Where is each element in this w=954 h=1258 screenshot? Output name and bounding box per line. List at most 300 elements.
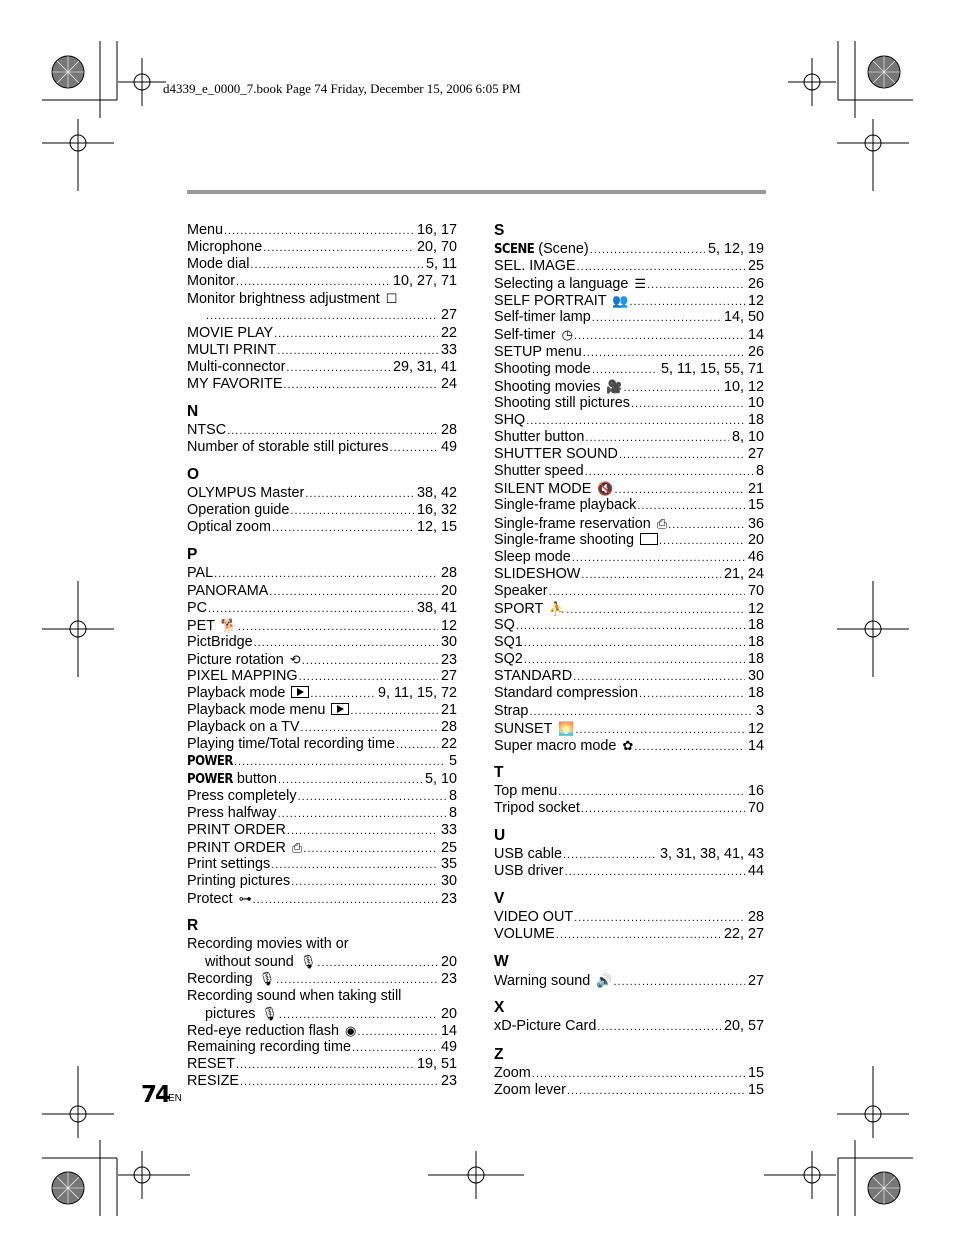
index-letter-heading: U [494, 827, 506, 844]
index-term: Number of storable still pictures [187, 439, 389, 456]
page-references: 16, 17 [416, 222, 457, 238]
page-references: 8 [755, 463, 764, 480]
index-term: Playback mode [187, 685, 286, 702]
index-entry-self-portrait [494, 292, 764, 309]
dot-leader [274, 326, 438, 343]
dot-leader [529, 704, 753, 721]
pet-icon: 🐕 [220, 617, 237, 633]
index-term: PictBridge [187, 633, 253, 650]
dot-leader [299, 669, 438, 686]
index-entry-playback-on-a-tv [187, 719, 457, 736]
index-term: RESIZE [187, 1073, 239, 1090]
self-portrait-icon: 👥 [612, 293, 629, 309]
page-references: 28 [440, 719, 457, 736]
index-letter-heading: X [494, 999, 505, 1017]
index-entry-selecting-a-language [494, 275, 764, 292]
index-entry-optical-zoom [187, 519, 457, 536]
index-term: RESET [187, 1055, 235, 1072]
index-term: button [236, 770, 277, 787]
index-left-column [187, 222, 457, 1090]
page-references: 10, 12 [723, 378, 764, 395]
dot-leader [253, 892, 438, 909]
dot-leader [234, 754, 446, 771]
index-entry-shooting-mode [494, 361, 764, 378]
page-references: 35 [440, 856, 457, 872]
page-references: 70 [747, 582, 764, 599]
page-references: 5 [448, 753, 457, 770]
index-term: Super macro mode [494, 737, 617, 754]
index-term: SQ1 [494, 634, 523, 651]
index-entry-slideshow [494, 566, 764, 583]
index-entry-my-favorite [187, 376, 457, 393]
index-term: POWER [187, 754, 233, 770]
page-references: 5, 12, 19 [707, 241, 764, 257]
index-term: Single-frame reservation [494, 515, 651, 532]
index-term: SHQ [494, 411, 526, 428]
movie-icon: 🎥 [606, 378, 623, 394]
book-header-text: d4339_e_0000_7.book Page 74 Friday, December 15, 2006 6:05 PM [163, 81, 521, 96]
dot-leader [524, 652, 745, 669]
page-references: 33 [440, 341, 457, 358]
dot-leader [301, 720, 438, 737]
index-entry-warning-sound [494, 972, 764, 989]
language-icon: ☰ [634, 276, 647, 292]
index-term: PRINT ORDER [187, 839, 286, 856]
index-term: OLYMPUS Master [187, 485, 305, 502]
index-term: SUNSET [494, 720, 553, 737]
page-references: 18 [747, 634, 764, 651]
index-term: Printing pictures [187, 873, 291, 890]
index-entry-pictures [187, 1005, 457, 1022]
index-entry-tripod-socket [494, 800, 764, 817]
dot-leader [668, 517, 745, 534]
index-term: Red-eye reduction flash [187, 1022, 339, 1039]
page-references: 8 [448, 787, 457, 804]
index-letter-heading: N [187, 402, 199, 420]
rotation-icon: ⟲ [289, 651, 301, 667]
index-entry-shutter-sound [494, 446, 764, 463]
page-references: 18 [747, 617, 764, 634]
index-term: Multi-connector [187, 358, 286, 375]
index-term: USB cable [494, 846, 562, 862]
index-entry-power-button [187, 771, 457, 788]
index-letter-heading: P [187, 546, 198, 564]
dot-leader [532, 1066, 745, 1083]
index-entry-picture-rotation [187, 651, 457, 668]
index-term: Picture rotation [187, 651, 284, 668]
page-references: 22 [440, 736, 457, 753]
index-entry-single-frame-playback [494, 497, 764, 514]
dot-leader [390, 440, 438, 457]
index-entry-ntsc [187, 422, 457, 439]
page-references: 14 [747, 737, 764, 754]
page-references: 26 [747, 276, 764, 293]
index-term: Microphone [187, 239, 263, 256]
index-term: SQ2 [494, 651, 523, 668]
index-term: SLIDESHOW [494, 565, 581, 582]
dot-leader [581, 801, 745, 818]
index-term: PAL [187, 565, 214, 582]
dot-leader [317, 955, 438, 972]
index-entry-resize [187, 1073, 457, 1090]
index-term: Monitor [187, 273, 235, 290]
page-references: 22 [440, 324, 457, 341]
index-term: Zoom lever [494, 1081, 566, 1098]
dot-leader [272, 520, 414, 537]
page-references: 30 [747, 668, 764, 685]
dot-leader [647, 277, 745, 294]
dot-leader [250, 257, 423, 274]
page-references: 25 [747, 258, 764, 275]
index-entry-recording-movies-with-or [187, 936, 457, 953]
index-entry-movie-play [187, 325, 457, 342]
index-entry-setup-menu [494, 344, 764, 361]
page-references: 14 [747, 327, 764, 344]
index-entry-pictbridge [187, 634, 457, 651]
index-term: VIDEO OUT [494, 909, 574, 926]
dot-leader [286, 360, 390, 377]
page-references: 49 [440, 439, 457, 456]
index-term: Operation guide [187, 502, 290, 519]
index-term: MOVIE PLAY [187, 324, 274, 341]
dot-leader [624, 380, 721, 397]
index-entry-press-halfway [187, 805, 457, 822]
dot-leader [659, 533, 745, 550]
dot-leader [278, 806, 446, 823]
index-entry-xd-picture-card [494, 1018, 764, 1035]
page-references: 12 [747, 720, 764, 737]
page-references: 23 [440, 651, 457, 668]
page-references: 10, 27, 71 [392, 273, 457, 290]
index-term: Shooting movies [494, 378, 601, 395]
index-entry-menu [187, 222, 457, 239]
index-entry-monitor-brightness-adjustment [187, 290, 457, 307]
index-term: Print settings [187, 856, 271, 872]
index-term: Warning sound [494, 973, 591, 990]
dot-leader [238, 619, 438, 636]
index-entry-silent-mode [494, 480, 764, 497]
microphone-icon: 🎙 [299, 954, 317, 970]
dot-leader [585, 430, 729, 447]
index-term: Remaining recording time [187, 1038, 351, 1055]
page-references: 23 [440, 971, 457, 988]
index-term: Single-frame playback [494, 497, 637, 514]
index-entry-sq [494, 617, 764, 634]
page-references: 38, 41 [416, 599, 457, 616]
index-entry-playback-mode [187, 685, 457, 702]
print-order-icon: ⎙ [291, 839, 303, 855]
index-term: Selecting a language [494, 276, 629, 293]
index-term: NTSC [187, 421, 227, 438]
dot-leader [592, 310, 721, 327]
page-references: 28 [440, 421, 457, 438]
page-references: 23 [440, 891, 457, 908]
index-term: Playback on a TV [187, 719, 300, 736]
page-references: 15 [747, 1081, 764, 1098]
index-term: MULTI PRINT [187, 341, 277, 358]
page-references: 18 [747, 685, 764, 702]
index-entry-standard [494, 668, 764, 685]
index-entry-print-order [187, 822, 457, 839]
index-entry-pal [187, 565, 457, 582]
index-term: Playing time/Total recording time [187, 736, 395, 753]
dot-leader [574, 328, 745, 345]
index-term: SQ [494, 617, 515, 634]
index-term: SELF PORTRAIT [494, 293, 607, 310]
index-term: Single-frame shooting [494, 531, 634, 548]
page-references: 25 [440, 839, 457, 856]
dot-leader [227, 423, 438, 440]
page-references: 44 [747, 863, 764, 880]
index-entry-power [187, 753, 457, 770]
index-term: MY FAVORITE [187, 375, 283, 392]
index-term: Playback mode menu [187, 702, 326, 719]
index-term: without sound [205, 954, 294, 971]
index-entry-continuation [187, 307, 457, 324]
dot-leader [590, 242, 705, 259]
index-entry-sq1 [494, 634, 764, 651]
page-references: 20 [440, 582, 457, 599]
index-term: PANORAMA [187, 582, 269, 599]
page-number: 74 [141, 1082, 170, 1108]
page-references: 12 [747, 600, 764, 617]
index-entry-top-menu [494, 783, 764, 800]
page-references: 18 [747, 411, 764, 428]
index-entry-monitor [187, 273, 457, 290]
index-entry-speaker [494, 583, 764, 600]
dot-leader [278, 772, 422, 789]
warning-sound-icon: 🔊 [596, 973, 613, 989]
index-letter-heading: R [187, 917, 199, 935]
index-term: Self-timer [494, 327, 556, 344]
dot-leader [236, 274, 390, 291]
index-term: Recording sound when taking still [187, 987, 402, 1004]
index-term: STANDARD [494, 668, 573, 685]
index-entry-olympus-master [187, 485, 457, 502]
dot-leader [302, 653, 438, 670]
dot-leader [597, 1019, 721, 1036]
page-references: 21 [440, 702, 457, 719]
index-entry-zoom-lever [494, 1082, 764, 1099]
dot-leader [277, 343, 438, 360]
dot-leader [634, 739, 745, 756]
page-references: 19, 51 [416, 1055, 457, 1072]
index-term: Top menu [494, 782, 558, 799]
page-references: 10 [747, 394, 764, 411]
dot-leader [583, 345, 745, 362]
index-entry-operation-guide [187, 502, 457, 519]
page-references: 3 [755, 702, 764, 719]
page-references: 5, 11, 15, 55, 71 [661, 360, 764, 377]
mode-label: SCENE [494, 242, 535, 257]
page-references: 5, 10 [424, 770, 457, 787]
super-macro-icon: ✿ [622, 737, 634, 753]
page-references: 29, 31, 41 [392, 358, 457, 375]
index-entry-multi-connector [187, 359, 457, 376]
index-entry-single-frame-shooting [494, 532, 764, 549]
index-entry-print-settings [187, 856, 457, 873]
dot-leader [637, 498, 745, 515]
index-entry-microphone [187, 239, 457, 256]
index-term: Mode dial [187, 256, 250, 273]
index-letter-heading: S [494, 222, 505, 239]
dot-leader [214, 566, 438, 583]
page-references: 8, 10 [731, 429, 764, 446]
index-term: Shooting still pictures [494, 394, 630, 411]
page-references: 30 [440, 873, 457, 890]
page-references: 28 [440, 565, 457, 582]
page-references: 24 [440, 375, 457, 392]
index-term: Protect [187, 891, 233, 908]
dot-leader [310, 686, 375, 703]
page-references: 27 [747, 446, 764, 463]
page-references: 12, 15 [416, 519, 457, 536]
page-references: 70 [747, 799, 764, 816]
dot-leader [592, 362, 658, 379]
index-letter-heading: T [494, 763, 504, 781]
dot-leader [572, 550, 745, 567]
index-letter-heading: V [494, 890, 505, 908]
index-entry-print-order [187, 839, 457, 856]
dot-leader [236, 1057, 414, 1074]
dot-leader [516, 618, 745, 635]
index-entry-strap [494, 703, 764, 720]
dot-leader [350, 703, 438, 720]
silent-mode-icon: 🔇 [597, 481, 614, 497]
index-entry-sleep-mode [494, 549, 764, 566]
index-entry-super-macro-mode [494, 737, 764, 754]
index-term: Speaker [494, 582, 548, 599]
index-entry-pixel-mapping [187, 668, 457, 685]
index-entry-red-eye-reduction-flash [187, 1022, 457, 1039]
index-entry-usb-driver [494, 863, 764, 880]
page-references: 21 [747, 481, 764, 498]
microphone-icon: 🎙 [261, 1005, 278, 1021]
index-entry-standard-compression [494, 685, 764, 702]
page-references: 12 [747, 293, 764, 310]
index-entry-self-timer [494, 326, 764, 343]
index-term: pictures [205, 1005, 256, 1022]
index-term: Press completely [187, 787, 297, 804]
page-language: EN [168, 1093, 182, 1104]
index-term: Press halfway [187, 804, 277, 821]
dot-leader [208, 601, 414, 618]
page-references: 18 [747, 651, 764, 668]
dot-leader [287, 823, 438, 840]
index-term: Menu [187, 222, 223, 238]
page-references: 21, 24 [723, 565, 764, 582]
dot-leader [352, 1040, 438, 1057]
dot-leader [357, 1024, 438, 1041]
page-references: 20 [440, 954, 457, 971]
page-references: 12 [440, 617, 457, 634]
page-references: 16, 32 [416, 502, 457, 519]
index-term: Shutter speed [494, 463, 584, 480]
index-entry-pet [187, 617, 457, 634]
dot-leader [581, 567, 721, 584]
index-term: Tripod socket [494, 799, 580, 816]
dot-leader [585, 464, 753, 481]
page-references: 46 [747, 548, 764, 565]
index-letter-heading: O [187, 466, 200, 484]
dot-leader [269, 584, 438, 601]
index-term: PC [187, 599, 207, 616]
dot-leader [224, 223, 414, 240]
page-references: 20, 57 [723, 1018, 764, 1035]
dot-leader [291, 874, 438, 891]
protect-key-icon: ⊶ [238, 891, 252, 907]
index-term: Sleep mode [494, 548, 571, 565]
page-references: 27 [440, 667, 457, 684]
index-term: USB driver [494, 863, 564, 880]
index-term: Standard compression [494, 685, 638, 702]
index-entry-mode-dial [187, 256, 457, 273]
mode-label: POWER [187, 771, 233, 787]
page-references: 27 [440, 307, 457, 324]
index-entry-panorama [187, 583, 457, 600]
index-term: Shooting mode [494, 360, 591, 377]
index-entry-recording [187, 970, 457, 987]
index-entry-volume [494, 926, 764, 943]
microphone-icon: 🎙 [258, 971, 276, 987]
index-entry-playing-time-total-recording-time [187, 736, 457, 753]
dot-leader [619, 447, 745, 464]
page-references: 5, 11 [426, 256, 457, 273]
index-entry-shq [494, 412, 764, 429]
playback-icon [331, 703, 349, 715]
index-term: Strap [494, 702, 529, 719]
index-term: Shutter button [494, 429, 585, 446]
page-references: 28 [747, 909, 764, 926]
dot-leader [240, 1074, 438, 1091]
page-references: 20, 70 [416, 239, 457, 256]
index-entry-printing-pictures [187, 873, 457, 890]
page-references: 14 [440, 1022, 457, 1039]
page-references: 20 [440, 1005, 457, 1022]
dot-leader [574, 910, 745, 927]
index-term: PRINT ORDER [187, 821, 286, 838]
index-entry-usb-cable [494, 846, 764, 863]
dot-leader [613, 974, 745, 991]
dot-leader [524, 635, 745, 652]
header-rule [187, 190, 766, 194]
index-term: VOLUME [494, 926, 555, 943]
index-letter-heading: Z [494, 1045, 504, 1063]
index-entry-sport [494, 600, 764, 617]
index-term: PIXEL MAPPING [187, 667, 298, 684]
dot-leader [290, 503, 414, 520]
index-entry-shooting-movies [494, 378, 764, 395]
self-timer-icon: ◷ [561, 327, 573, 343]
index-entry-playback-mode-menu [187, 702, 457, 719]
dot-leader [565, 864, 745, 881]
index-entry-scene-scene [494, 241, 764, 258]
index-entry-shooting-still-pictures [494, 395, 764, 412]
page-references: 49 [440, 1038, 457, 1055]
dot-leader [298, 789, 446, 806]
index-entry-press-completely [187, 788, 457, 805]
dot-leader [303, 841, 438, 858]
index-entry-video-out [494, 909, 764, 926]
page-references: 15 [747, 497, 764, 514]
monitor-brightness-icon: ☐ [385, 291, 398, 307]
index-term: SETUP menu [494, 343, 582, 360]
dot-leader [283, 377, 438, 394]
index-entry-sunset [494, 720, 764, 737]
index-term: Monitor brightness adjustment [187, 291, 380, 308]
index-entry-recording-sound-when-taking-still [187, 988, 457, 1005]
index-entry-remaining-recording-time [187, 1039, 457, 1056]
